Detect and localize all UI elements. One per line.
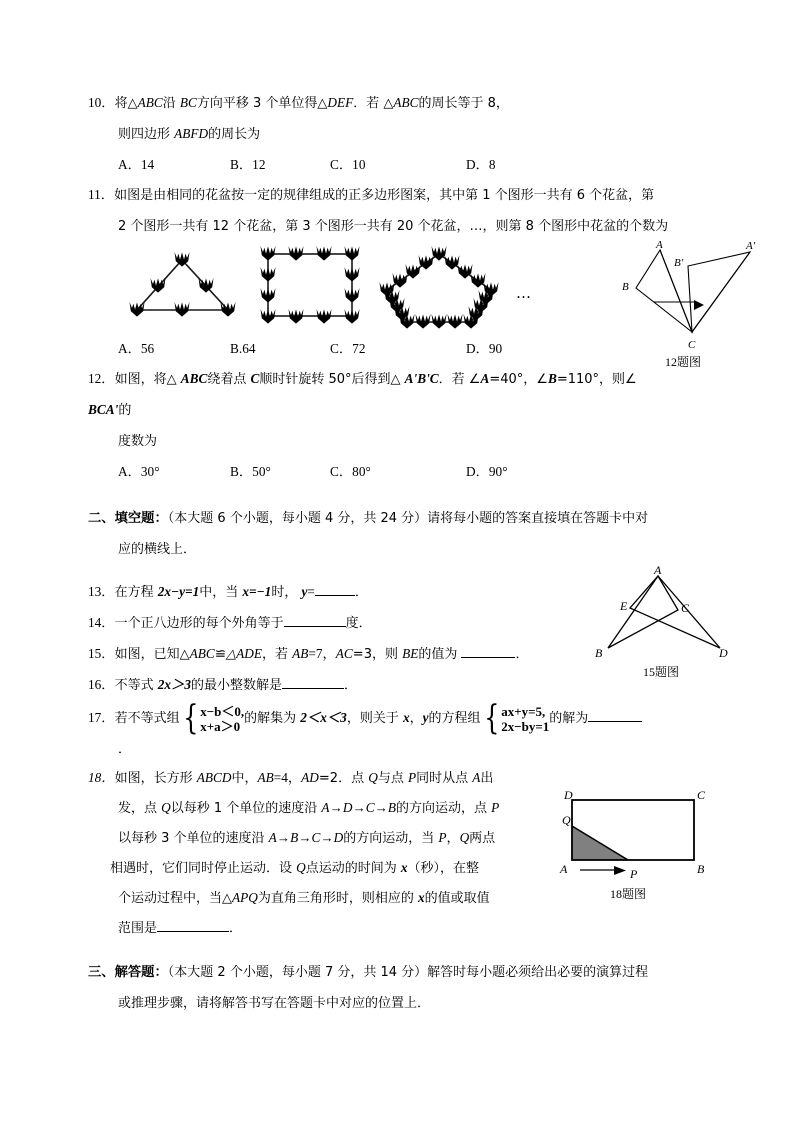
q17-sys2-row1: ax+y=5,	[501, 703, 546, 719]
figure-18-drawing	[558, 786, 758, 882]
q18-text-b: 中，	[231, 771, 258, 786]
q17-period: ．	[118, 742, 132, 757]
q18-text-a: 如图，长方形	[114, 771, 197, 786]
section-2-header	[88, 503, 708, 565]
fig18-label-C: C	[697, 788, 706, 802]
q10-option-b: B．12	[230, 157, 266, 172]
q18-l2-c: 的方向运动，点	[396, 801, 492, 816]
question-18-number: 18．	[88, 770, 115, 785]
figure-12-caption	[618, 353, 748, 370]
figure-12-drawing	[608, 238, 788, 350]
q18-path-p: A→B→C→D	[268, 830, 344, 845]
q16-period: ．	[344, 678, 358, 693]
q12-text-a: 如图，将△	[114, 372, 181, 387]
section-3-desc-2: 或推理步骤，请将解答书写在答题卡中对应的位置上．	[118, 996, 431, 1011]
q16-inequality: 2x＞3	[157, 677, 191, 692]
q16-answer-blank[interactable]	[282, 676, 344, 689]
question-12	[88, 364, 708, 487]
q13-period: ．	[354, 585, 368, 600]
q15-text-d: =3，则	[352, 647, 403, 662]
q14-text-a: 一个正八边形的每个外角等于	[114, 616, 284, 631]
q17-var-x: x	[402, 710, 410, 725]
q18-l5-a: 个运动过程中，当△	[118, 891, 232, 906]
q17-solution-set: 2＜x＜3	[300, 710, 347, 725]
fig12-caption-number: 12	[664, 355, 677, 369]
fig12-label-B-prime: B'	[674, 257, 684, 269]
q17-text-b: 的解集为	[244, 711, 301, 726]
section-3-title: 三、解答题：	[88, 965, 168, 980]
question-13-number: 13．	[88, 584, 115, 599]
rotation-arrow-head	[694, 300, 704, 310]
fig15-caption-text: 题图	[654, 665, 679, 679]
question-10-line-1	[88, 88, 708, 119]
question-11-line-1	[88, 180, 708, 211]
q15-ab: AB	[292, 646, 309, 661]
section-3-line-2	[88, 988, 708, 1019]
q12-point-c: C	[250, 371, 260, 386]
question-10-options	[88, 150, 708, 180]
fig15-label-A: A	[654, 563, 662, 577]
q12-angle-a: A	[480, 371, 490, 386]
q18-text-e: 与点	[377, 771, 408, 786]
q12-abc: ABC	[180, 371, 208, 386]
q18-l5-b: 为直角三角形时，则相应的	[257, 891, 418, 906]
question-17-number: 17．	[88, 710, 115, 725]
q10-abfd: ABFD	[174, 126, 209, 141]
q10-line2-a: 则四边形	[118, 127, 175, 142]
fig12-label-C: C	[688, 339, 696, 350]
fig12-label-A-prime: A'	[746, 240, 756, 252]
figure-15	[590, 562, 780, 680]
fig15-label-C: C	[681, 601, 690, 615]
section-2-line-1	[88, 503, 708, 534]
section-3-line-1	[88, 957, 708, 988]
q18-l4-b: 点运动的时间为	[305, 861, 401, 876]
question-18-line-6	[88, 913, 708, 943]
q18-ab: AB	[257, 770, 274, 785]
figure-12	[608, 238, 788, 370]
figure-18	[558, 786, 758, 902]
q11-text-1: 如图是由相同的花盆按一定的规律组成的正多边形图案，其中第 1 个图形一共有 6 个花盆，第	[114, 188, 655, 203]
q15-text-b: ，若	[261, 647, 293, 662]
fig18-label-P: P	[630, 867, 638, 881]
q12-text-f: =110°，则∠	[556, 372, 637, 387]
question-14-number: 14．	[88, 615, 115, 630]
q18-l4-q: Q	[296, 860, 306, 875]
q18-l3-b: 的方向运动，当	[343, 831, 439, 846]
q10-option-a: A．14	[118, 157, 155, 172]
q18-text-d: =2．点	[318, 771, 369, 786]
q15-text-c: =7，	[308, 646, 336, 661]
section-2-desc-2: 应的横线上．	[118, 542, 197, 557]
q17-equation-system	[481, 698, 550, 739]
section-2-line-2	[88, 534, 708, 565]
fig18-label-A: A	[560, 862, 568, 876]
question-10	[88, 88, 708, 180]
q10-option-c: C．10	[330, 157, 366, 172]
q10-abc-2: ABC	[393, 95, 419, 110]
q11-option-a: A．56	[118, 341, 155, 356]
q11-option-b: B.64	[230, 341, 256, 356]
q18-l3-a: 以每秒 3 个单位的速度沿	[118, 831, 269, 846]
q18-l2-p: P	[491, 800, 500, 815]
q17-inequality-system	[180, 698, 245, 739]
fig15-label-D: D	[719, 646, 728, 660]
q17-sys1-row1: x−b＜0,	[200, 703, 245, 719]
fig12-label-A: A	[656, 239, 663, 251]
q11-text-2: 2 个图形一共有 12 个花盆，第 3 个图形一共有 20 个花盆，…，则第 8 个图形中花盆的个数为	[118, 219, 669, 234]
q18-l4-c: （秒），在整	[407, 861, 480, 876]
q12-text-d: ．若 ∠	[438, 372, 481, 387]
q18-point-a: A	[472, 770, 481, 785]
question-12-number: 12．	[88, 371, 115, 386]
question-12-line-2	[88, 395, 708, 426]
q17-answer-blank[interactable]	[588, 709, 642, 722]
q18-l3-q: Q	[459, 830, 470, 845]
q17-var-y: y	[422, 710, 429, 725]
q15-ac: AC	[335, 646, 353, 661]
flowerpot-pentagon-figure	[378, 242, 500, 330]
fig18-caption-number: 18	[609, 887, 622, 901]
section-2-desc-1: （本大题 6 个小题，每小题 4 分，共 24 分）请将每小题的答案直接填在答题卡中对	[167, 511, 649, 526]
q17-sys2-row2: 2x−by=1	[501, 718, 550, 734]
question-11-number: 11．	[88, 187, 115, 202]
q17-sys1-row2: x+a＞0	[200, 718, 241, 734]
q18-text-c: =4，	[273, 770, 302, 785]
q12-angle-bca-prime: BCA'	[88, 402, 119, 417]
q14-text-b: 度．	[345, 616, 372, 631]
q17-text-c: ，则关于	[346, 711, 403, 726]
q10-option-d: D．8	[466, 157, 496, 172]
q18-l3-c: ，	[446, 831, 460, 846]
fig18-label-B: B	[697, 862, 705, 876]
q12-option-c: C．80°	[330, 464, 371, 479]
q12-text-b: 绕着点	[207, 372, 251, 387]
fig15-label-E: E	[620, 599, 628, 613]
q12-text-c: 顺时针旋转 50°后得到△	[259, 372, 405, 387]
q16-text-b: 的最小整数解是	[190, 678, 282, 693]
q18-answer-blank[interactable]	[157, 919, 229, 932]
q18-l2-b: 以每秒 1 个单位的速度沿	[170, 801, 322, 816]
question-17-line-2	[88, 736, 708, 763]
q18-l6-a: 范围是	[118, 921, 158, 936]
q15-answer-blank[interactable]	[461, 645, 515, 658]
q15-congruent-symbol: ≌	[214, 646, 226, 661]
fig18-label-Q: Q	[562, 813, 571, 827]
fig18-label-D: D	[564, 788, 573, 802]
question-10-number: 10．	[88, 95, 115, 110]
q17-text-e: 的方程组	[428, 711, 481, 726]
fig12-label-B: B	[622, 281, 629, 293]
q18-l4-x: x	[400, 860, 408, 875]
q13-equation: 2x−y=1	[157, 584, 200, 599]
q17-text-a: 若不等式组	[114, 711, 180, 726]
q18-period: ．	[229, 921, 243, 936]
q18-point-q: Q	[368, 770, 378, 785]
fig15-caption-number: 15	[642, 665, 655, 679]
q12-option-d: D．90°	[466, 464, 508, 479]
q14-answer-blank[interactable]	[284, 614, 346, 627]
q13-var-y: y	[301, 584, 308, 599]
q17-comma: ，	[409, 711, 423, 726]
q18-text-g: 出	[480, 771, 494, 786]
q10-text-e: 的周长等于 8，	[418, 96, 509, 111]
figure-15-drawing	[590, 562, 775, 662]
q18-l3-p: P	[438, 830, 447, 845]
q12-option-a: A．30°	[118, 464, 160, 479]
q13-var-x: x	[242, 584, 250, 599]
question-17	[88, 698, 708, 763]
q13-text-a: 在方程	[114, 585, 158, 600]
question-17-line-1	[88, 698, 708, 739]
question-15-number: 15．	[88, 646, 115, 661]
question-12-options	[88, 457, 708, 487]
figure-18-caption	[558, 885, 698, 902]
q10-text-a: 将△	[114, 96, 138, 111]
q18-abcd: ABCD	[196, 770, 232, 785]
q18-ad: AD	[301, 770, 319, 785]
q12-line2-text: 的	[118, 403, 132, 418]
q11-option-c: C．72	[330, 341, 366, 356]
q12-a-prime-b-prime-c: A'B'C	[404, 371, 439, 386]
brace-left-2: {	[483, 698, 499, 739]
q11-option-d: D．90	[466, 341, 503, 356]
q18-l5-c: 的值或取值	[424, 891, 490, 906]
q15-period: ．	[515, 647, 529, 662]
q18-triangle-apq: APQ	[232, 890, 258, 905]
q13-text-b: 中，当	[199, 585, 243, 600]
brace-left-1: {	[182, 698, 199, 739]
q18-l2-q: Q	[161, 800, 171, 815]
flowerpot-triangle-figure	[118, 244, 248, 328]
q12-option-b: B．50°	[230, 464, 271, 479]
section-3-header	[88, 957, 708, 1019]
q18-point-p: P	[407, 770, 417, 785]
pattern-ellipsis: …	[516, 284, 532, 302]
flowerpot-square-figure	[254, 242, 366, 328]
fig12-caption-text: 题图	[676, 355, 701, 369]
q10-line2-b: 的周长为	[208, 127, 261, 142]
question-12-line-3	[88, 426, 708, 457]
question-16-number: 16．	[88, 677, 115, 692]
q10-text-c: 方向平移 3 个单位得△	[196, 96, 328, 111]
q13-equals: =	[307, 584, 315, 599]
q15-be: BE	[402, 646, 419, 661]
q10-bc: BC	[179, 95, 197, 110]
q13-text-d: 时，	[271, 585, 302, 600]
q10-text-d: ．若 △	[353, 96, 394, 111]
q17-text-f: 的解为	[549, 711, 589, 726]
q13-answer-blank[interactable]	[315, 583, 355, 596]
q12-angle-b: B	[547, 371, 557, 386]
q16-text-a: 不等式	[114, 678, 158, 693]
q13-text-c: =−	[249, 584, 265, 599]
q12-text-e: =40°，∠	[489, 372, 548, 387]
section-2-title: 二、填空题：	[88, 511, 168, 526]
section-3-desc-1: （本大题 2 个小题，每小题 7 分，共 14 分）解答时每小题必须给出必要的演算过程	[167, 965, 649, 980]
q15-abc: ABC	[189, 646, 215, 661]
q15-ade: △ADE	[225, 646, 262, 661]
q15-text-a: 如图，已知△	[114, 647, 190, 662]
question-10-line-2	[88, 119, 708, 150]
q10-abc: ABC	[137, 95, 163, 110]
q10-text-b: 沿	[162, 96, 180, 111]
q18-text-f: 同时从点	[416, 771, 473, 786]
fig15-label-B: B	[595, 646, 603, 660]
q15-text-e: 的值为	[418, 647, 462, 662]
q18-l5-x: x	[418, 890, 425, 905]
q10-def: DEF	[327, 95, 354, 110]
motion-arrow-head	[614, 866, 626, 875]
q13-value-one: 1	[264, 584, 272, 599]
q18-l2-a: 发，点	[118, 801, 162, 816]
q18-l4-a: 相遇时，它们同时停止运动．设	[110, 861, 297, 876]
figure-15-caption	[596, 663, 726, 680]
q18-l3-d: 两点	[469, 831, 496, 846]
fig18-caption-text: 题图	[621, 887, 646, 901]
q12-line3-text: 度数为	[118, 434, 158, 449]
q18-path-q: A→D→C→B	[321, 800, 397, 815]
